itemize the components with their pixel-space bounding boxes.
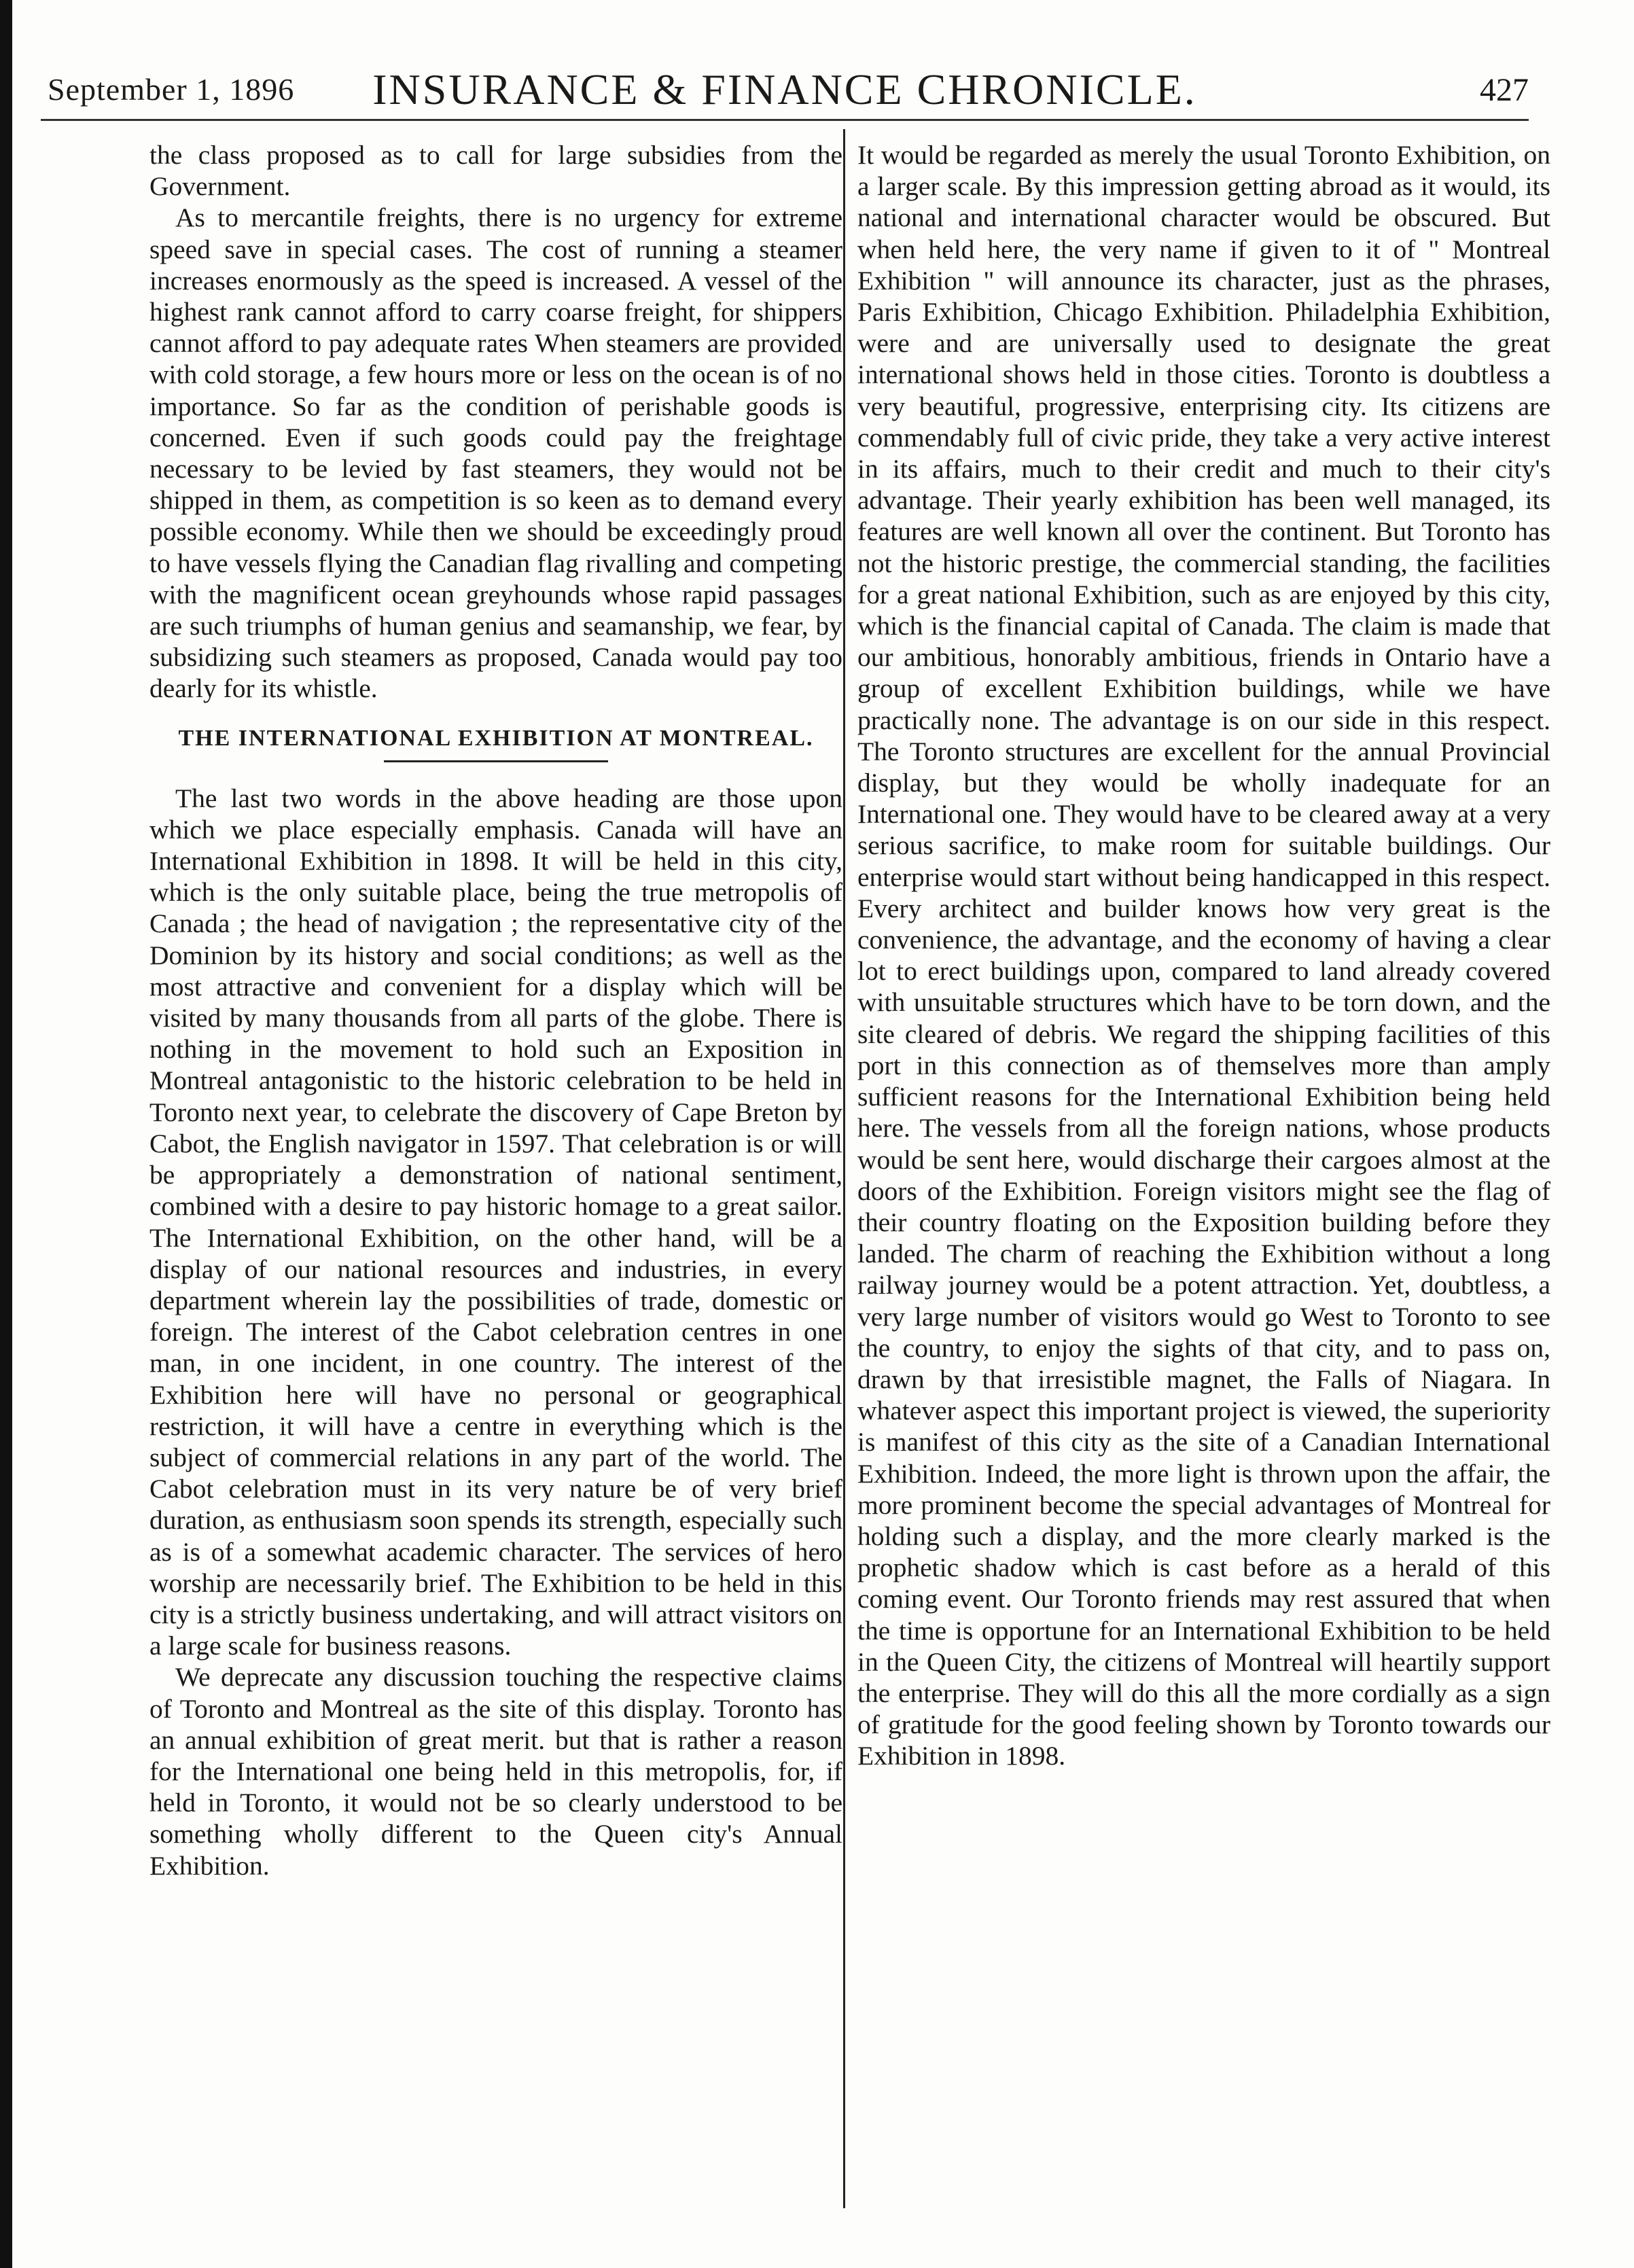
section-rule <box>384 760 608 762</box>
paragraph: the class proposed as to call for large subsidies from the Government. <box>149 140 842 202</box>
column-divider <box>843 129 845 2208</box>
paragraph: The last two words in the above heading are those upon which we place especially emphasis. Canada will have an International Exhibition in 1898. It will be held in this city, which is the only suitable place, being the true metropolis of Canada ; the head of navigation ; the representative city of the Dominion by its history and social conditions; as well as the most attractive and convenient for a display which will be visited by many thousands from all parts of the globe. There is nothing in the movement to hold such an Exposition in Montreal antagonistic to the historic celebration to be held in Toronto next year, to celebrate the discovery of Cape Breton by Cabot, the English navigator in 1597. That celebration is or will be appropriately a demonstration of national sentiment, combined with a desire to pay historic homage to a great sailor. The International Exhibition, on the other hand, will be a display of our national resources and industries, in every department wherein lay the possibilities of trade, domestic or foreign. The interest of the Cabot celebration centres in one man, in one incident, in one country. The interest of the Exhibition here will have no personal or geographical restriction, it will have a centre in everything which is the subject of commercial relations in any part of the world. The Cabot celebration must in its very nature be of very brief duration, as enthusiasm soon spends its strength, especially such as is of a somewhat academic character. The services of hero worship are necessarily brief. The Exhibition to be held in this city is a strictly business undertaking, and will attract visitors on a large scale for business reasons. <box>149 783 842 1661</box>
paragraph: It would be regarded as merely the usual Toronto Exhibition, on a larger scale. By this impression getting abroad as it would, its national and international character would be obscured. But when held here, the very name if given to it of " Montreal Exhibition " will announce its character, just as the phrases, Paris Exhibition, Chicago Exhibition. Philadelphia Exhibition, were and are universally used to designate the great international shows held in those cities. Toronto is doubtless a very beautiful, progressive, enterprising city. Its citizens are commendably full of civic pride, they take a very active interest in its affairs, much to their credit and much to their city's advantage. Their yearly exhibition has been well managed, its features are well known all over the continent. But Toronto has not the historic prestige, the commercial standing, the facilities for a great national Exhibition, such as are enjoyed by this city, which is the financial capital of Canada. The claim is made that our ambitious, honorably ambitious, friends in Ontario have a group of excellent Exhibition buildings, while we have practically none. The advantage is on our side in this respect. The Toronto structures are excellent for the annual Provincial display, but they would be wholly inadequate for an International one. They would have to be cleared away at a very serious sacrifice, to make room for suitable buildings. Our enterprise would start without being handicapped in this respect. Every architect and builder knows how very great is the convenience, the advantage, and the economy of having a clear lot to erect buildings upon, compared to land already covered with unsuitable structures which have to be torn down, and the site cleared of debris. We regard the shipping facilities of this port in this connection as of themselves more than amply sufficient reasons for the International Exhibition being held here. The vessels from all the foreign nations, whose products would be sent here, would discharge their cargoes almost at the doors of the Exhibition. Foreign visitors might see the flag of their country floating on the Exposition building before they landed. The charm of reaching the Exhibition without a long railway journey would be a potent attraction. Yet, doubtless, a very large number of visitors would go West to Toronto to see the country, to enjoy the sights of that city, and to pass on, drawn by that irresistible magnet, the Falls of Niagara. In whatever aspect this important project is viewed, the superiority is manifest of this city as the site of a Canadian International Exhibition. Indeed, the more light is thrown upon the affair, the more prominent become the special advantages of Montreal for holding such a display, and the more clearly marked is the prophetic shadow which is cast before as a herald of this coming event. Our Toronto friends may rest assured that when the time is opportune for an International Exhibition to be held in the Queen City, the citizens of Montreal will heartily support the enterprise. They will do this all the more cordially as a sign of gratitude for the good feeling shown by Toronto towards our Exhibition in 1898. <box>857 140 1550 1771</box>
paragraph: We deprecate any discussion touching the respective claims of Toronto and Montreal as the site of this display. Toronto has an annual exhibition of great merit. but that is rather a reason for the International one being held in this metropolis, for, if held in Toronto, it would not be so clearly understood to be something wholly different to the Queen city's Annual Exhibition. <box>149 1662 842 1881</box>
page-header <box>41 65 1529 119</box>
issue-date: September 1, 1896 <box>48 72 295 107</box>
page-number: 427 <box>1480 72 1529 108</box>
section-heading: THE INTERNATIONAL EXHIBITION AT MONTREAL. <box>178 725 814 751</box>
right-column <box>857 139 1550 1772</box>
paragraph: As to mercantile freights, there is no urgency for extreme speed save in special cases. The cost of running a steamer increases enormously as the speed is increased. A vessel of the highest rank cannot afford to carry coarse freight, for shippers cannot afford to pay adequate rates When steamers are provided with cold storage, a few hours more or less on the ocean is of no importance. So far as the condition of perishable goods is concerned. Even if such goods could pay the freightage necessary to be levied by fast steamers, they would not be shipped in them, as competition is so keen as to demand every possible economy. While then we should be exceedingly proud to have vessels flying the Canadian flag rivalling and competing with the magnificent ocean greyhounds whose rapid passages are such triumphs of human genius and seamanship, we fear, by subsidizing such steamers as proposed, Canada would pay too dearly for its whistle. <box>149 202 842 704</box>
publication-title: INSURANCE & FINANCE CHRONICLE. <box>372 65 1197 113</box>
left-column <box>149 139 842 1881</box>
page-binding-edge <box>0 0 12 2268</box>
header-rule <box>41 119 1529 121</box>
